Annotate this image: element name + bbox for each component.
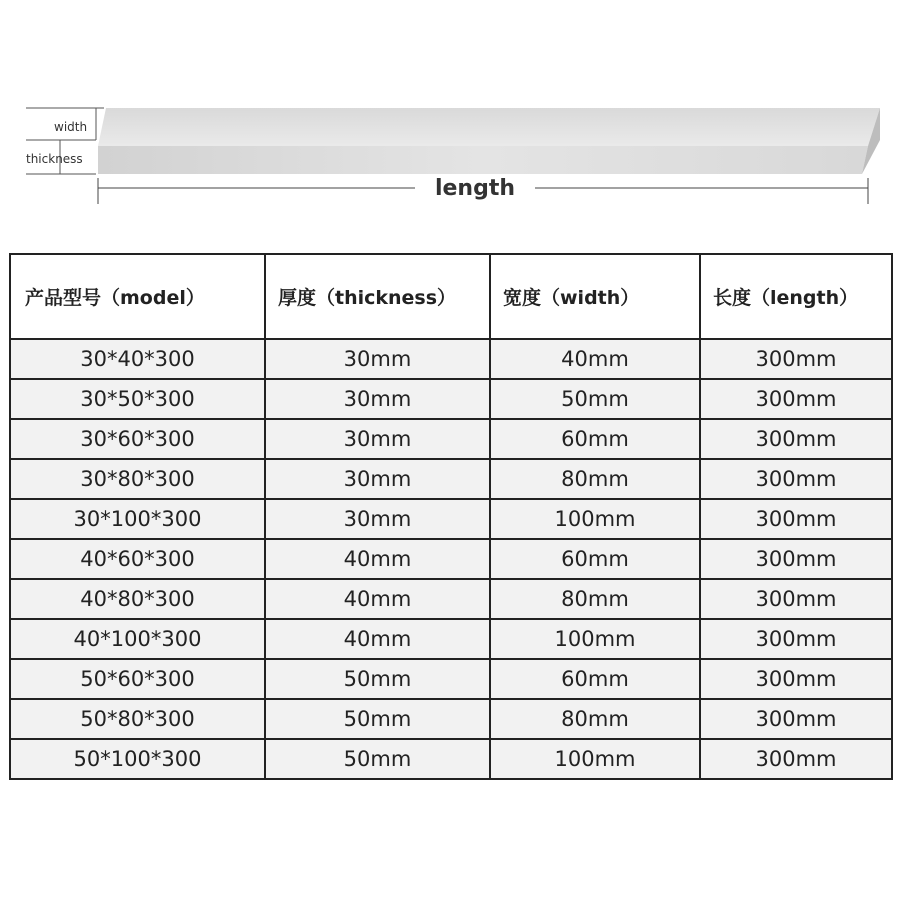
cell-length: 300mm (700, 579, 892, 619)
cell-width: 60mm (490, 419, 700, 459)
cell-width: 60mm (490, 659, 700, 699)
header-width: 宽度（width） (490, 254, 700, 339)
bar-diagram (0, 0, 900, 220)
bar-top-face (98, 108, 880, 146)
cell-model: 40*100*300 (10, 619, 265, 659)
table-row (10, 339, 892, 379)
cell-length: 300mm (700, 699, 892, 739)
cell-thickness: 40mm (265, 539, 490, 579)
cell-model: 40*80*300 (10, 579, 265, 619)
header-thickness: 厚度（thickness） (265, 254, 490, 339)
cell-thickness: 50mm (265, 699, 490, 739)
cell-length: 300mm (700, 619, 892, 659)
cell-thickness: 50mm (265, 739, 490, 779)
cell-length: 300mm (700, 339, 892, 379)
table-row (10, 619, 892, 659)
cell-width: 60mm (490, 539, 700, 579)
table-row (10, 499, 892, 539)
cell-model: 30*40*300 (10, 339, 265, 379)
cell-thickness: 30mm (265, 419, 490, 459)
cell-thickness: 50mm (265, 659, 490, 699)
cell-thickness: 30mm (265, 339, 490, 379)
cell-width: 100mm (490, 499, 700, 539)
width-dimension-label: width (54, 120, 88, 134)
cell-model: 30*100*300 (10, 499, 265, 539)
table-row (10, 699, 892, 739)
header-model: 产品型号（model） (10, 254, 265, 339)
cell-length: 300mm (700, 379, 892, 419)
table-row (10, 379, 892, 419)
cell-width: 80mm (490, 579, 700, 619)
cell-width: 50mm (490, 379, 700, 419)
cell-model: 30*80*300 (10, 459, 265, 499)
cell-length: 300mm (700, 539, 892, 579)
cell-width: 100mm (490, 619, 700, 659)
cell-model: 40*60*300 (10, 539, 265, 579)
cell-model: 50*80*300 (10, 699, 265, 739)
cell-model: 30*50*300 (10, 379, 265, 419)
header-length: 长度（length） (700, 254, 892, 339)
cell-width: 40mm (490, 339, 700, 379)
cell-model: 30*60*300 (10, 419, 265, 459)
cell-length: 300mm (700, 659, 892, 699)
bar-front-face (98, 146, 868, 174)
cell-length: 300mm (700, 739, 892, 779)
cell-width: 80mm (490, 699, 700, 739)
cell-length: 300mm (700, 459, 892, 499)
table-row (10, 739, 892, 779)
cell-length: 300mm (700, 419, 892, 459)
table-row (10, 459, 892, 499)
table-header-row (10, 254, 892, 339)
cell-width: 80mm (490, 459, 700, 499)
spec-table (9, 253, 893, 780)
table-row (10, 659, 892, 699)
cell-width: 100mm (490, 739, 700, 779)
thickness-dimension-label: thickness (26, 152, 83, 166)
cell-thickness: 30mm (265, 459, 490, 499)
table-row (10, 579, 892, 619)
cell-thickness: 40mm (265, 619, 490, 659)
table-row (10, 419, 892, 459)
cell-length: 300mm (700, 499, 892, 539)
cell-model: 50*100*300 (10, 739, 265, 779)
table-row (10, 539, 892, 579)
length-dimension-label: length (415, 176, 535, 201)
cell-model: 50*60*300 (10, 659, 265, 699)
cell-thickness: 30mm (265, 379, 490, 419)
cell-thickness: 40mm (265, 579, 490, 619)
cell-thickness: 30mm (265, 499, 490, 539)
